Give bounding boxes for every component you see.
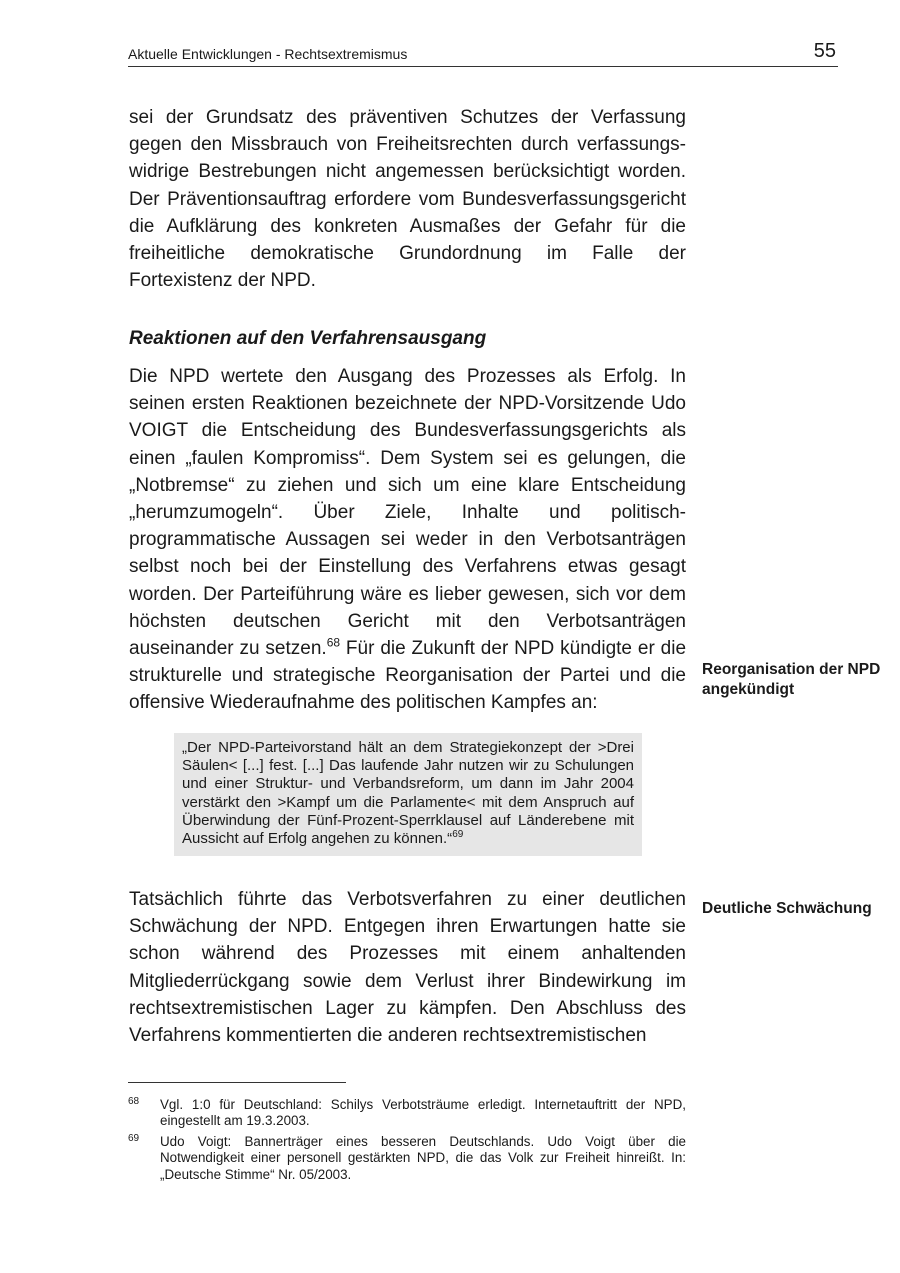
footnote-68 [128,1097,686,1130]
paragraph-1: sei der Grundsatz des präventiven Schutzes der Verfassung gegen den Missbrauch von Freiheitsrechten durch verfassungswidrige Bestrebungen nicht angemessen berücksichtigt worden. Der Präventionsauftrag erfordere vom Bundesverfassungsgericht die Aufklärung des konkreten Ausmaßes der Gefahr für die freiheitliche demokratische Grundordnung im Falle der Fortexistenz der NPD. [129,107,686,292]
margin-note-schwaechung: Deutliche Schwächung [702,900,872,917]
footnote-divider [128,1082,346,1083]
paragraph-2-text-a: Die NPD wertete den Ausgang des Prozesses als Erfolg. In seinen ersten Reaktionen bezeichnete der NPD-Vorsitzende Udo VOIGT die Entscheidung des Bundesverfassungsgerichts als einen „faulen Kompromiss“. Dem System sei es gelungen, die „Notbremse“ zu ziehen und sich um eine klare Entscheidung „herumzumogeln“. Über Ziele, Inhalte und politisch-programmatische Aussagen sei weder in den Verbotsanträgen selbst noch bei der Einstellung des Verfahrens etwas gesagt worden. Der Parteiführung wäre es lieber gewesen, sich vor dem höchsten deutschen Gericht mit den Verbotsanträgen auseinander zu setzen. [129,366,686,660]
footnote-text: Vgl. 1:0 für Deutschland: Schilys Verbotsträume erledigt. Internetauftritt der NPD, eingestellt am 19.3.2003. [160,1097,686,1129]
footnote-text: Udo Voigt: Bannerträger eines besseren Deutschlands. Udo Voigt über die Notwendigkeit einer personell gestärkten NPD, die das Volk zur Freiheit hinreißt. In: „Deutsche Stimme“ Nr. 05/2003. [160,1134,686,1182]
paragraph-3: Tatsächlich führte das Verbotsverfahren zu einer deutlichen Schwächung der NPD. Entgegen ihren Erwartungen hatte sie schon während des Prozesses mit einem anhaltenden Mitgliederrückgang sowie dem Verlust ihrer Bindewirkung im rechtsextremistischen Lager zu kämpfen. Den Abschluss des Verfahrens kommentierten die anderen rechtsextremistischen [129,889,686,1047]
block-quote [174,733,642,856]
running-title: Aktuelle Entwicklungen - Rechtsextremismus [128,46,408,62]
footnote-69 [128,1134,686,1183]
paragraph-2 [129,363,686,717]
page-header [128,38,838,67]
margin-note-reorganisation: Reorganisation der NPD angekündigt [702,661,881,698]
paragraph-2-text-b: Für die Zukunft der NPD kündigte er die strukturelle und strategische Reorganisation der Partei und die offensive Wiederaufnahme des politischen Kampfes an: [129,638,687,714]
section-heading: Reaktionen auf den Verfahrensausgang [129,328,487,349]
page-number: 55 [813,40,836,62]
footnote-ref-69[interactable]: 69 [452,829,464,841]
footnote-ref-68[interactable]: 68 [326,635,341,650]
footnote-number: 69 [128,1133,140,1144]
footnote-number: 68 [128,1096,140,1107]
quote-text: „Der NPD-Parteivorstand hält an dem Strategiekonzept der >Drei Säulen< [...] fest. [...] Das laufende Jahr nutzen wir zu Schulungen und einer Struktur- und Verbandsreform, um dann im Jahr 2004 verstärkt den >Kampf um die Parlamente< mit dem Anspruch auf Überwindung der Fünf-Prozent-Sperrklausel auf Länderebene mit Aussicht auf Erfolg angehen zu können.“ [182,739,634,848]
